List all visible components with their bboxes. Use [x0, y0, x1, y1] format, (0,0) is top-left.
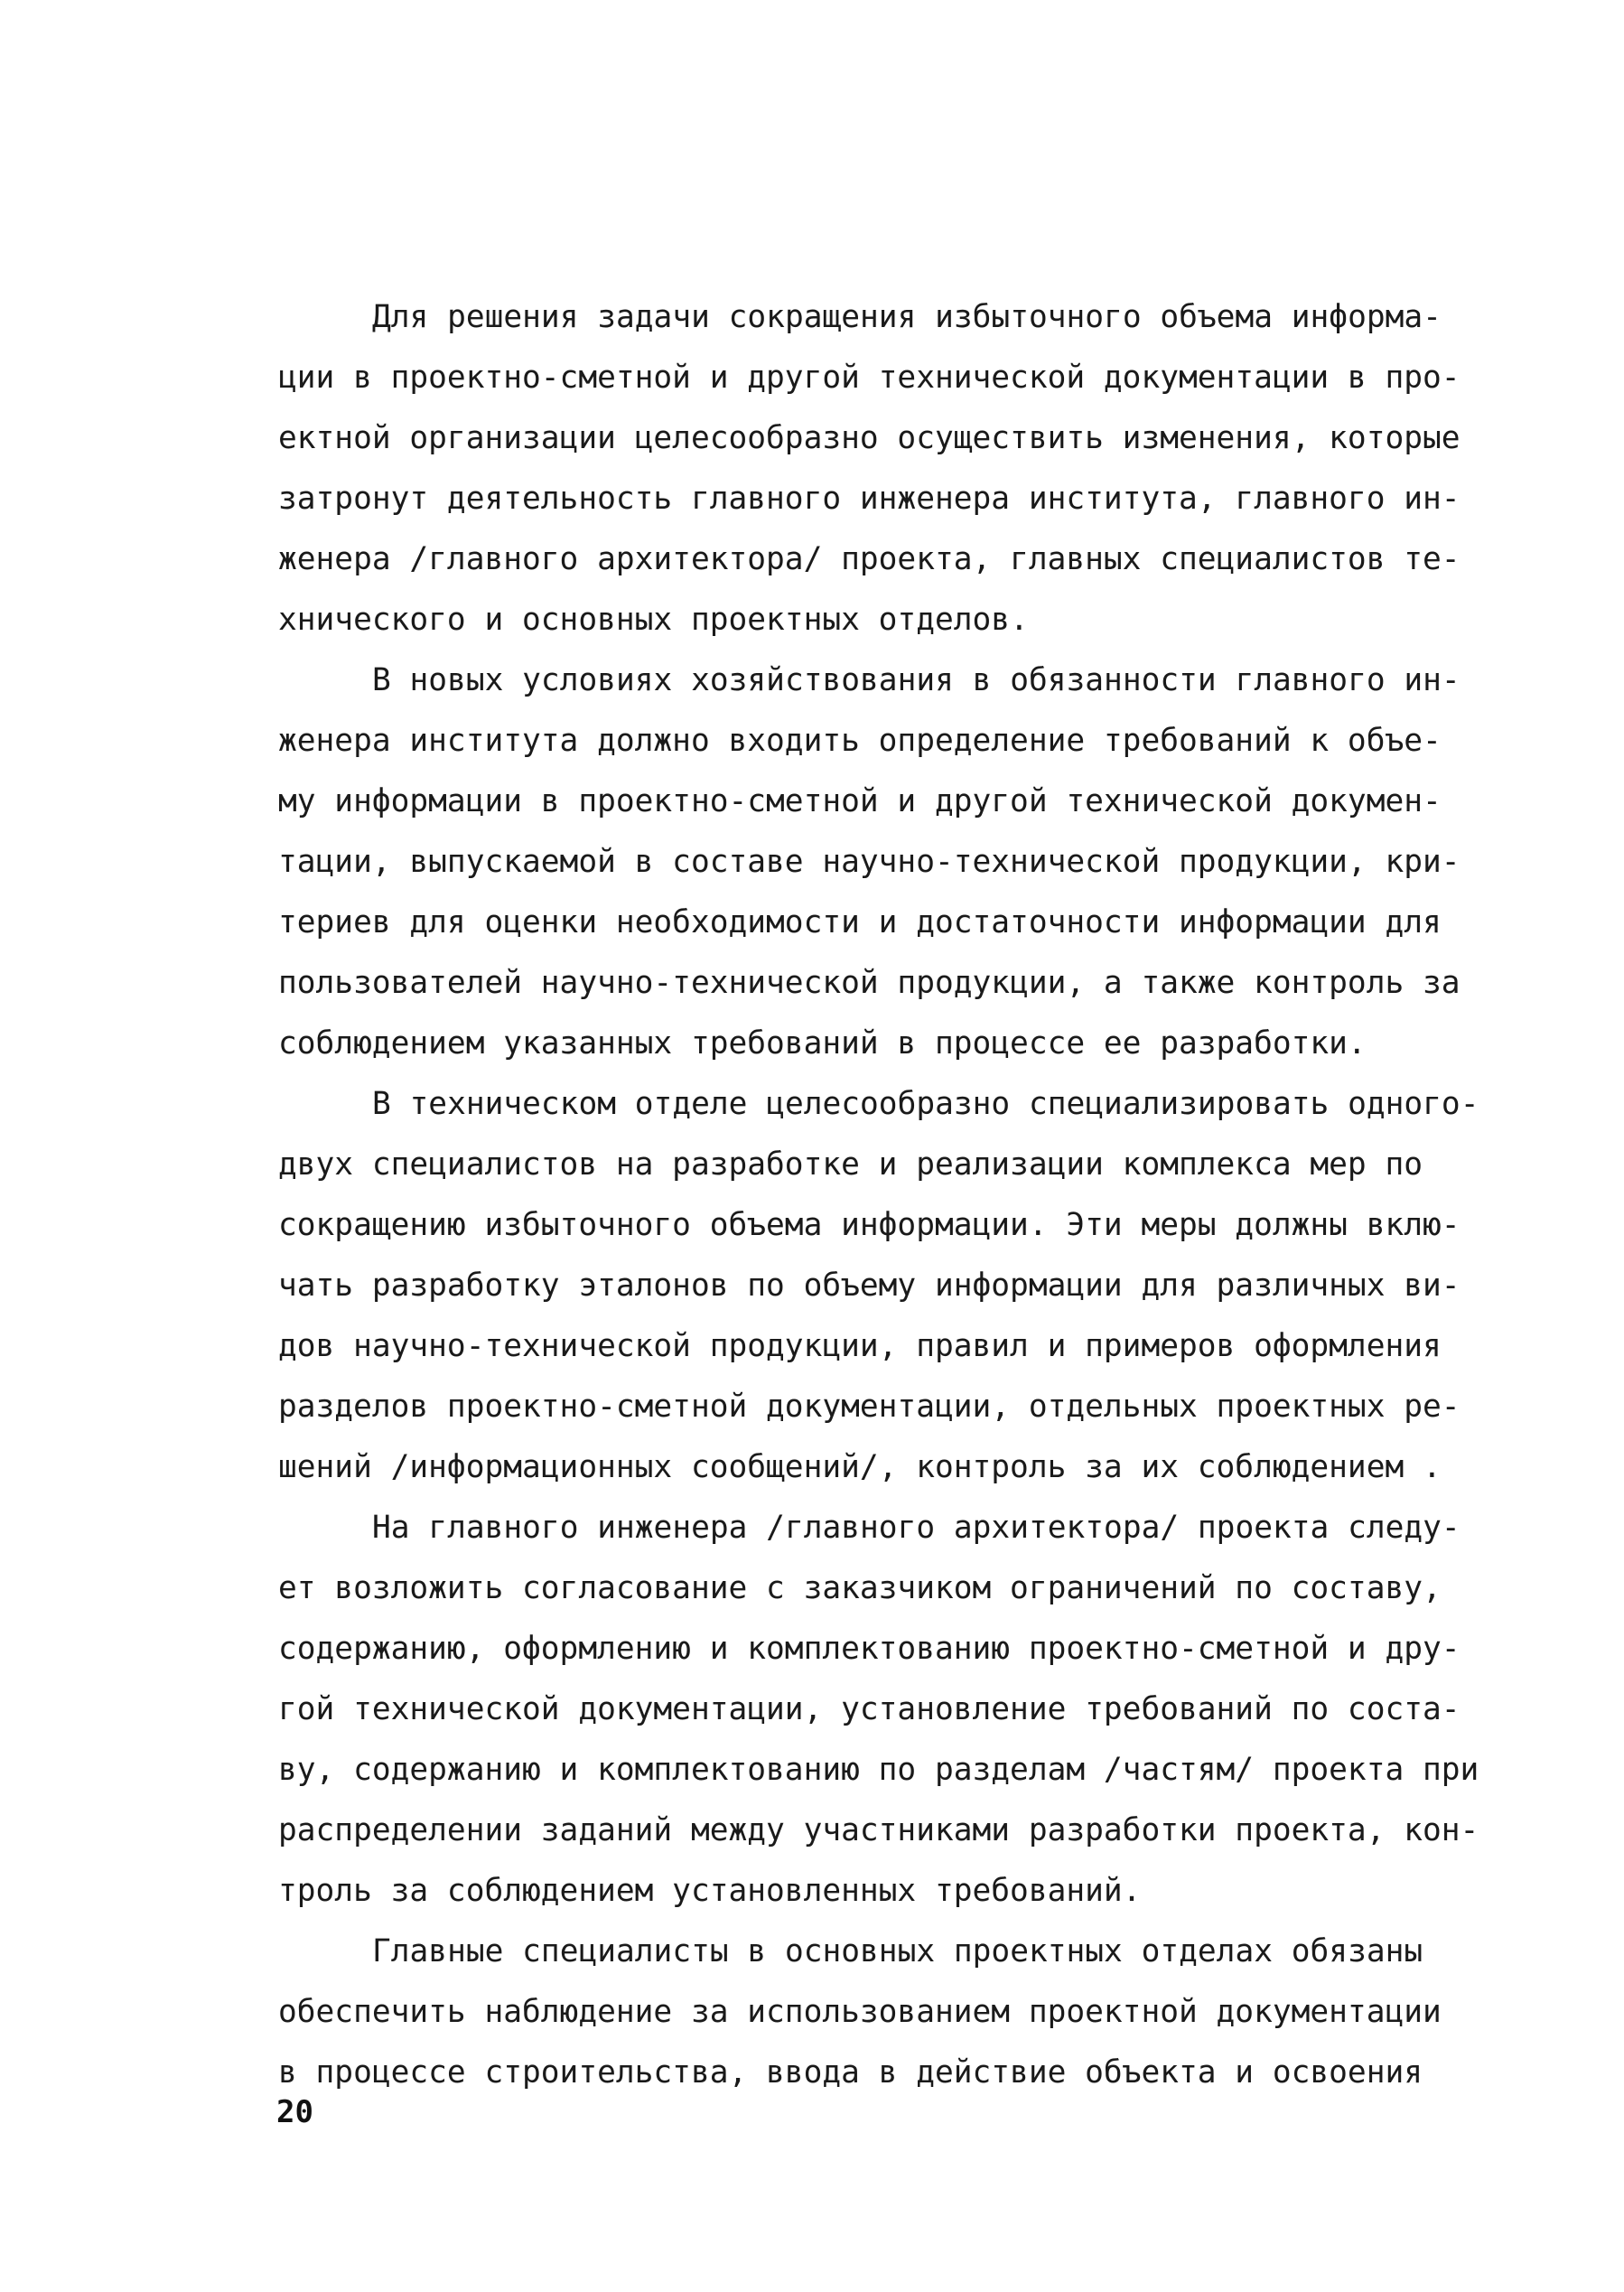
text-line: ции в проектно-сметной и другой технической документации в про-	[278, 360, 1461, 396]
paragraph-first-line: На главного инженера /главного архитектора/ проекта следу-	[372, 1510, 1461, 1546]
page-number: 20	[276, 2094, 313, 2130]
text-line: ет возложить согласование с заказчиком ограничений по составу,	[278, 1570, 1442, 1606]
text-line: женера института должно входить определение требований к объе-	[278, 723, 1442, 759]
text-line: сокращению избыточного объема информации. Эти меры должны вклю-	[278, 1207, 1461, 1243]
text-line: разделов проектно-сметной документации, отдельных проектных ре-	[278, 1389, 1461, 1425]
paragraph-first-line: Для решения задачи сокращения избыточного объема информа-	[372, 299, 1442, 335]
text-line: женера /главного архитектора/ проекта, главных специалистов те-	[278, 541, 1461, 577]
text-line: затронут деятельность главного инженера института, главного ин-	[278, 481, 1461, 517]
text-line: пользователей научно-технической продукции, а также контроль за	[278, 965, 1461, 1001]
paragraph-first-line: В техническом отделе целесообразно специализировать одного-	[372, 1086, 1479, 1122]
text-line: ву, содержанию и комплектованию по разделам /частям/ проекта при	[278, 1752, 1479, 1788]
text-line: ектной организации целесообразно осуществить изменения, которые	[278, 420, 1461, 456]
text-line: содержанию, оформлению и комплектованию проектно-сметной и дру-	[278, 1631, 1461, 1667]
text-line: обеспечить наблюдение за использованием проектной документации	[278, 1994, 1442, 2030]
text-line: распределении заданий между участниками разработки проекта, кон-	[278, 1812, 1479, 1848]
text-line: двух специалистов на разработке и реализации комплекса мер по	[278, 1146, 1423, 1183]
body-text	[278, 287, 1479, 2103]
paragraph-first-line: В новых условиях хозяйствования в обязанности главного ин-	[372, 662, 1461, 698]
text-line: чать разработку эталонов по объему информации для различных ви-	[278, 1268, 1461, 1304]
text-line: троль за соблюдением установленных требований.	[278, 1873, 1142, 1909]
text-line: гой технической документации, установление требований по соста-	[278, 1691, 1461, 1727]
text-line: соблюдением указанных требований в процессе ее разработки.	[278, 1025, 1367, 1062]
text-line: териев для оценки необходимости и достаточности информации для	[278, 904, 1442, 940]
text-line: хнического и основных проектных отделов.	[278, 602, 1029, 638]
text-line: дов научно-технической продукции, правил и примеров оформления	[278, 1328, 1442, 1364]
text-line: тации, выпускаемой в составе научно-технической продукции, кри-	[278, 844, 1461, 880]
text-line: му информации в проектно-сметной и другой технической докумен-	[278, 783, 1442, 819]
paragraph-first-line: Главные специалисты в основных проектных отделах обязаны	[372, 1933, 1423, 1969]
text-line: в процессе строительства, ввода в действие объекта и освоения	[278, 2054, 1423, 2091]
text-line: шений /информационных сообщений/, контроль за их соблюдением .	[278, 1449, 1442, 1485]
